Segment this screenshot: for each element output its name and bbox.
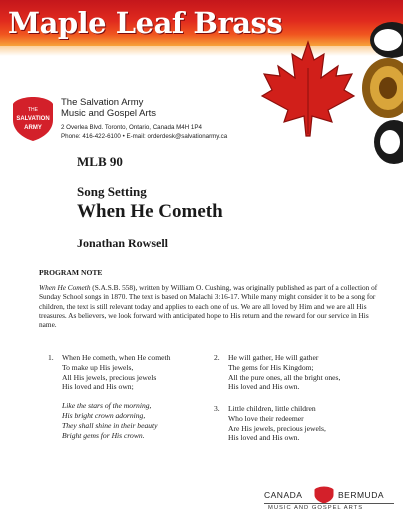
verse-line: To make up His jewels, xyxy=(62,362,134,372)
publisher-address: 2 Overlea Blvd. Toronto, Ontario, Canada M4H 1P4 xyxy=(61,124,202,131)
verse-number: 2. xyxy=(214,353,220,362)
footer-bermuda: BERMUDA xyxy=(338,490,385,500)
verse-line: His loved and His own. xyxy=(228,382,300,392)
chorus-line: Like the stars of the morning, xyxy=(62,401,152,411)
footer-divider xyxy=(264,503,394,504)
catalog-number: MLB 90 xyxy=(77,154,123,169)
publisher-org-line2: Music and Gospel Arts xyxy=(61,108,157,119)
shield-text-salvation: SALVATION xyxy=(16,116,50,122)
verse-number: 3. xyxy=(214,404,220,413)
shield-text-the: THE xyxy=(28,107,38,113)
verse-line: All His jewels, precious jewels xyxy=(62,372,157,382)
program-note-body xyxy=(39,283,379,329)
program-note-heading: PROGRAM NOTE xyxy=(39,268,103,277)
verse-line: His loved and His own. xyxy=(228,433,300,443)
publisher-contact: Phone: 416-422-6100 • E-mail: orderdesk@salvationarmy.ca xyxy=(61,133,228,140)
verse-2 xyxy=(214,353,384,403)
verse-line: He will gather, He will gather xyxy=(228,353,319,362)
chorus-line: His bright crown adorning, xyxy=(62,410,146,420)
song-title: When He Cometh xyxy=(77,201,223,222)
verse-number: 1. xyxy=(48,353,54,362)
verse-line: His loved and His own; xyxy=(62,382,134,392)
shield-text-army: ARMY xyxy=(24,125,42,131)
program-note-text: (S.A.S.B. 558), written by William O. Cushing, was originally published as part of a collection of Sunday School songs in 1870. The text is based on Malachi 3:16-17. While many might consider it to be a song for children, the text is still relevant today and applies to each one of us. We are all loved by Him and we are all His treasures. As believers, we look forward with anticipated hope to His return and the reward for our service in His name. xyxy=(39,283,378,330)
chorus-line: Bright gems for His crown. xyxy=(62,430,145,440)
footer-shield-icon xyxy=(314,486,334,504)
verse-line: The gems for His Kingdom; xyxy=(228,362,314,372)
verse-line: When He cometh, when He cometh xyxy=(62,353,171,362)
chorus-line: They shall shine in their beauty xyxy=(62,420,158,430)
salvation-army-shield-icon xyxy=(12,96,54,142)
setting-label: Song Setting xyxy=(77,184,147,199)
publisher-info xyxy=(61,97,227,141)
brass-horn-icon xyxy=(330,20,403,170)
verse-line: All the pure ones, all the bright ones, xyxy=(228,372,341,382)
author: Jonathan Rowsell xyxy=(77,236,169,250)
program-note-title: When He Cometh xyxy=(39,283,91,292)
verse-3 xyxy=(214,404,384,454)
footer-logo xyxy=(264,486,394,516)
verse-line: Are His jewels, precious jewels, xyxy=(228,423,326,433)
footer-canada: CANADA xyxy=(264,490,303,500)
banner-title: Maple Leaf Brass xyxy=(8,6,283,40)
verse-line: Who love their redeemer xyxy=(228,413,304,423)
footer-subtitle: MUSIC AND GOSPEL ARTS xyxy=(268,505,364,511)
verse-1 xyxy=(48,353,218,473)
verse-line: Little children, little children xyxy=(228,404,316,413)
publisher-org-line1: The Salvation Army xyxy=(61,97,144,108)
